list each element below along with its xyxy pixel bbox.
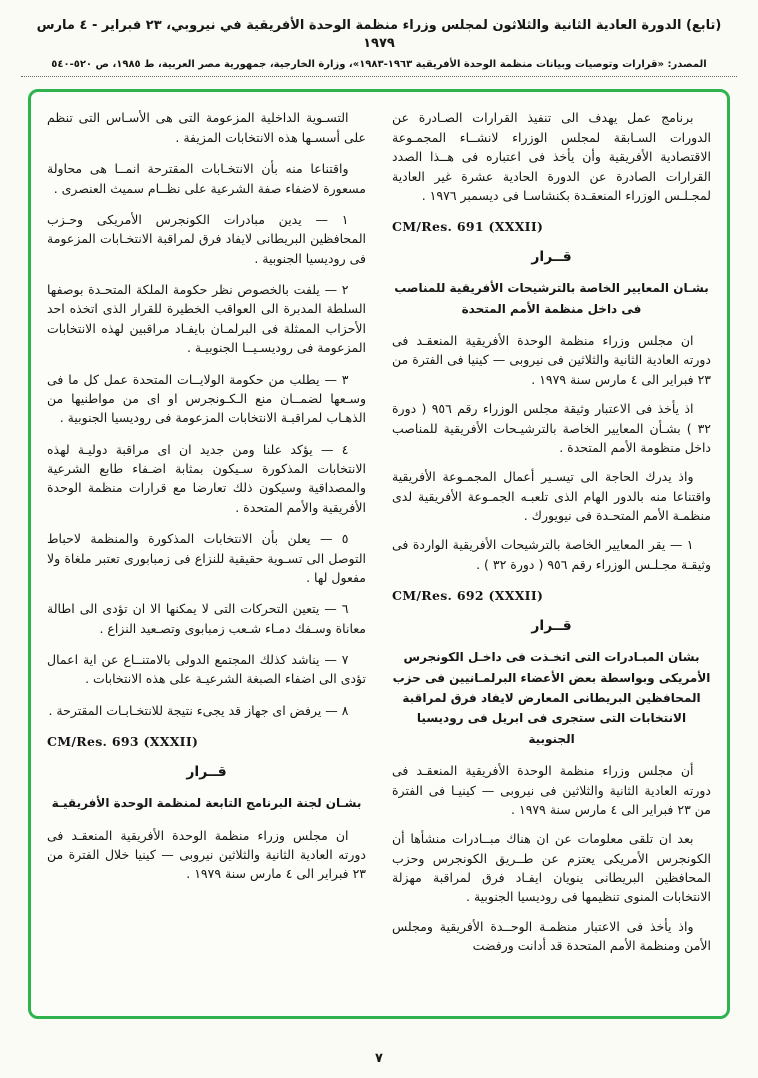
paragraph: ان مجلس وزراء منظمة الوحدة الأفريقية المنعقـد فى دورته العادية الثانية والثلاثين نيروبى — كينيا خلال الفترة من ٢٣ فبراير الى ٤ مارس سنة ١٩٧٩ . xyxy=(47,827,366,882)
resolution-subject: بشـان لجنة البرنامج التابعة لمنظمة الوحدة الأفريقيـة xyxy=(51,796,362,811)
resolution-title: قــرار xyxy=(186,763,227,780)
paragraph: بعد ان تلقى معلومات عن ان هناك مبــادرات منشأها أن الكونجرس الأمريكى يعتزم عن طــريق الكونجرس وحزب المحافظين البريطانى ينويان ايفـاد فرق لمراقبة مهزلة الانتخابات المنوى تنظيمها فى روديسيا الجنوبية . xyxy=(392,831,711,905)
resolution-subject: بشان المبـادرات التى اتخـذت فى داخـل الكونجرس الأمريكى وبواسطة بعض الأعضاء البرلمـانيين فى حزب المحافظين البريطانى المعارض لايفاد فرق لمراقبة الانتخابات التى ستجرى فى ابريل فى روديسيا الجنوبية xyxy=(392,650,711,746)
paragraph: ٦ — يتعين التحركات التى لا يمكنها الا ان تؤدى الى اطالة معاناة وسـفك دمـاء شـعب زمبابوى وتصـعيد النزاع . xyxy=(47,601,366,636)
paragraph: ٥ — يعلن بأن الانتخابات المذكورة والمنظمة لاحباط التوصل الى تسـوية حقيقية للنزاع فى زمبابورى تعتبر ملغاة ولا مفعول لها . xyxy=(47,531,366,585)
resolution-code-693: CM/Res. 693 (XXXII) xyxy=(47,734,199,750)
paragraph: ٣ — يطلب من حكومة الولايــات المتحدة عمل كل ما فى وسـعها لضمــان منع الـكـونجرس او اى من مواطنيها من الذهـاب لمراقبـة الانتخابات المزعومة فى روديسيا الجنوبية . xyxy=(47,371,366,426)
paragraph: ٢ — يلفت بالخصوص نظر حكومة الملكة المتحـدة بوصفها السلطة المدبرة الى العواقب الخطيرة للقرار الذى اتخذه احد الأحزاب الممثلة فى البرلمـان بايفـاد مراقبين لهذه الانتخابات المزعومة فى روديسـيــا الجنوبيـة . xyxy=(47,282,366,356)
header-source-line: المصدر: «قرارات وتوصيات وبيانات منظمة الوحدة الأفريقية ١٩٦٣-١٩٨٣»، وزارة الخارجية، جمهورية مصر العربية، ط ١٩٨٥، ص ٥٢٠-٥٤٠ xyxy=(21,59,737,77)
column-left xyxy=(47,108,366,1008)
paragraph: ان مجلس وزراء منظمة الوحدة الأفريقية المنعقـد فى دورته العادية الثانية والثلاثين فى نيروبى — كينيا فى الفترة من ٢٣ فبراير الى ٤ مارس سنة ١٩٧٩ . xyxy=(392,333,711,387)
paragraph: ١ — يقر المعايير الخاصة بالترشيحات الأفريقية الواردة فى وثيقـة مجـلـس الوزراء رقم ٩٥٦ ( دورة ٣٢ ) . xyxy=(392,537,711,572)
resolution-code-691: CM/Res. 691 (XXXII) xyxy=(392,219,544,235)
paragraph: برنامج عمل يهدف الى تنفيذ القرارات الصـادرة عن الدورات السـابقة لمجلس الوزراء لانشــاء المجمـوعة الاقتصادية الأفريقية وأن يأخذ فى اعتباره فى هــذا الصدد القرارات الصادرة عن الدورة الحادية عشرة غير العادية لمجـلـس الوزراء المنعقـدة بكنشاسـا فى ديسمبر ١٩٧٦ . xyxy=(392,110,711,203)
resolution-code-692: CM/Res. 692 (XXXII) xyxy=(392,588,544,604)
resolution-subject: بشـان المعايير الخاصة بالترشيحات الأفريقية للمناصب فى داخل منظمة الأمم المتحدة xyxy=(394,281,709,316)
header-session-title: (تابع) الدورة العادية الثانية والثلاثون لمجلس وزراء منظمة الوحدة الأفريقية في نيروبي، ٢٣ فبراير - ٤ مارس ١٩٧٩ xyxy=(36,18,722,52)
paragraph: واذ يأخذ فى الاعتبار منظمـة الوحــدة الأفريقية ومجلس الأمن ومنظمة الأمم المتحدة قد أدانت ورفضت xyxy=(392,918,711,954)
resolution-title: قــرار xyxy=(531,617,572,634)
paragraph: واذ يدرك الحاجة الى تيسـير أعمال المجمـوعة الأفريقية واقتناعا منه بالدور الهام الذى تلعبـه الجمـوعة الأفريقية لدى منظمـة الأمم المتحـدة فى نيويورك . xyxy=(392,469,711,524)
paragraph: أن مجلس وزراء منظمة الوحدة الأفريقية المنعقـد فى دورته العادية الثانية والثلاثين فى نيروبى — كينيـا فى الفترة من ٢٣ فبراير الى ٤ مارس سنة ١٩٧٩ . xyxy=(392,763,711,817)
page-number: ٧ xyxy=(375,1051,383,1066)
column-right xyxy=(392,108,711,1008)
resolution-title: قــرار xyxy=(531,248,572,265)
paragraph: اذ يأخذ فى الاعتبار وثيقة مجلس الوزراء رقم ٩٥٦ ( دورة ٣٢ ) بشـأن المعايير الخاصة بالترشيـحات الأفريقية للمناصب داخل منظومة الأمم المتحدة . xyxy=(392,401,711,455)
page-header xyxy=(21,0,737,77)
two-column-layout xyxy=(47,108,711,1008)
paragraph: ١ — يدين مبادرات الكونجرس الأمريكى وحـزب المحافظين البريطانى لايفاد فرق لمراقبة الانتخـابات المزعومة فى روديسيا الجنوبية . xyxy=(47,211,366,266)
paragraph: ٧ — يناشد كذلك المجتمع الدولى بالامتنــاع عن اية اعمال تؤدى الى اضفاء الصبغة الشرعيـة على هذه الانتخابات . xyxy=(47,652,366,687)
paragraph: ٨ — يرفض اى جهاز قد يجىء نتيجة للانتخـابـات المقترحة . xyxy=(48,702,349,718)
content-border-box xyxy=(28,89,730,1019)
paragraph: ٤ — يؤكد علنا ومن جديد ان اى مراقبة دوليـة لهذه الانتخابات المذكورة سـيكون بمثابة اضـفاء طابع الشرعية والمصداقية وسيكون ذلك تعارضا مع قرارات منظمة الوحدة الأفريقية والأمم المتحدة . xyxy=(47,441,366,515)
paragraph: واقتناعا منه بأن الانتخـابات المقترحة انمــا هى محاولة مسعورة لاضفاء صفة الشرعية على نظــام سميث العنصرى . xyxy=(47,161,366,196)
paragraph: التسـوية الداخلية المزعومة التى هى الأسـاس التى تنظم على أسسـها هذه الانتخابات المزيفة . xyxy=(47,110,366,145)
